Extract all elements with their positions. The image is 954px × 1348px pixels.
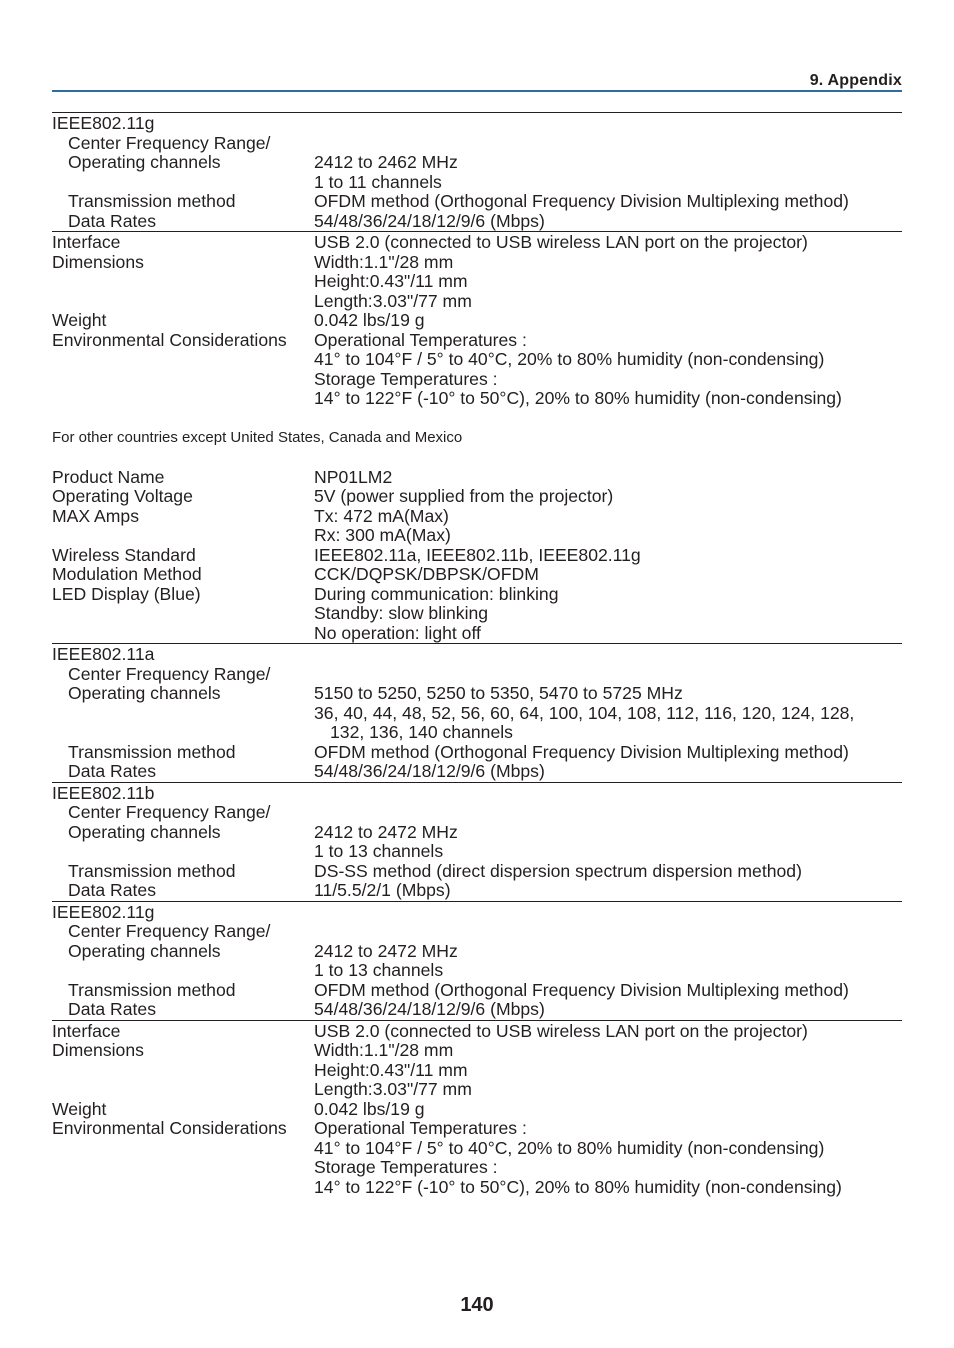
spec-value: CCK/DQPSK/DBPSK/OFDM (314, 564, 539, 584)
spec-label (52, 704, 314, 724)
spec-row (52, 253, 902, 273)
spec-table-top (52, 112, 902, 409)
spec-label: Center Frequency Range/ (68, 663, 271, 684)
spec-label: Data Rates (68, 999, 157, 1019)
spec-row (52, 1139, 902, 1159)
spec-value: USB 2.0 (connected to USB wireless LAN port on the projector) (314, 1020, 808, 1041)
spec-block (52, 231, 902, 409)
spec-row (52, 803, 902, 823)
spec-row (52, 762, 902, 782)
header-rule (52, 90, 902, 92)
spec-row (52, 389, 902, 409)
spec-row (52, 114, 902, 134)
spec-content (52, 112, 902, 1197)
spec-label (52, 350, 314, 370)
spec-value: Rx: 300 mA(Max) (314, 525, 451, 545)
spec-row (52, 1061, 902, 1081)
spec-row (52, 665, 902, 685)
spec-label: Operating channels (68, 821, 221, 842)
spec-row (52, 546, 902, 566)
spec-value: Storage Temperatures : (314, 368, 498, 389)
spec-row (52, 723, 902, 743)
spec-block (52, 467, 902, 644)
spec-row (52, 743, 902, 763)
spec-row (52, 233, 902, 253)
spec-label (52, 272, 314, 292)
spec-value: 2412 to 2462 MHz (314, 152, 458, 172)
spec-label (52, 370, 314, 390)
spec-label: Environmental Considerations (52, 329, 287, 350)
spec-value: 1 to 13 channels (314, 841, 444, 861)
spec-label: Transmission method (68, 979, 236, 1000)
spec-block (52, 901, 902, 1020)
spec-value: 41° to 104°F / 5° to 40°C, 20% to 80% humidity (non-condensing) (314, 1137, 825, 1158)
spec-value (314, 784, 902, 804)
spec-label: IEEE802.11b (52, 782, 155, 803)
spec-row (52, 153, 902, 173)
spec-row (52, 173, 902, 193)
spec-value: 5V (power supplied from the projector) (314, 486, 614, 506)
spec-row (52, 942, 902, 962)
spec-label: Dimensions (52, 251, 144, 272)
spec-block (52, 782, 902, 901)
spec-value: 2412 to 2472 MHz (314, 940, 458, 961)
spec-row (52, 842, 902, 862)
spec-label: Interface (52, 1020, 121, 1041)
spec-label: Data Rates (68, 210, 157, 231)
spec-row (52, 1000, 902, 1020)
spec-label: IEEE802.11g (52, 113, 155, 133)
spec-label (52, 624, 314, 644)
spec-row (52, 704, 902, 724)
spec-label (52, 842, 314, 862)
spec-label (52, 1080, 314, 1100)
spec-value: 11/5.5/2/1 (Mbps) (314, 880, 451, 900)
spec-row (52, 134, 902, 154)
spec-row (52, 981, 902, 1001)
spec-value: No operation: light off (314, 622, 481, 643)
spec-label (52, 1158, 314, 1178)
spec-row (52, 1178, 902, 1198)
spec-row (52, 370, 902, 390)
spec-value: 54/48/36/24/18/12/9/6 (Mbps) (314, 210, 545, 231)
spec-row (52, 507, 902, 527)
spec-label: Interface (52, 232, 121, 252)
spec-value (314, 665, 902, 685)
spec-label: Transmission method (68, 860, 236, 881)
spec-value: Storage Temperatures : (314, 1157, 498, 1177)
spec-row (52, 212, 902, 232)
spec-row (52, 1022, 902, 1042)
spec-row (52, 684, 902, 704)
spec-row (52, 468, 902, 488)
spec-row (52, 784, 902, 804)
spec-label: Center Frequency Range/ (68, 802, 271, 822)
spec-value: 1 to 13 channels (314, 960, 444, 980)
spec-value (314, 903, 902, 923)
spec-label: IEEE802.11g (52, 901, 155, 922)
spec-row (52, 881, 902, 901)
spec-row (52, 565, 902, 585)
spec-row (52, 585, 902, 605)
spec-label (52, 173, 314, 193)
spec-label: Environmental Considerations (52, 1118, 287, 1138)
spec-value (314, 134, 902, 154)
spec-block (52, 112, 902, 231)
spec-value: USB 2.0 (connected to USB wireless LAN port on the projector) (314, 232, 808, 252)
spec-label: Data Rates (68, 880, 157, 900)
spec-value: 41° to 104°F / 5° to 40°C, 20% to 80% humidity (non-condensing) (314, 349, 825, 369)
spec-row (52, 862, 902, 882)
region-note: For other countries except United States, Canada and Mexico (52, 428, 463, 446)
spec-value: 14° to 122°F (-10° to 50°C), 20% to 80% humidity (non-condensing) (314, 1176, 842, 1197)
spec-label (52, 292, 314, 312)
section-title: 9. Appendix (809, 72, 902, 89)
spec-label: MAX Amps (52, 505, 140, 526)
spec-row (52, 350, 902, 370)
spec-value: OFDM method (Orthogonal Frequency Division Multiplexing method) (314, 191, 849, 211)
spec-row (52, 1080, 902, 1100)
spec-label: Transmission method (68, 191, 236, 211)
spec-label: Operating Voltage (52, 486, 193, 506)
spec-value: IEEE802.11a, IEEE802.11b, IEEE802.11g (314, 544, 641, 565)
spec-label (52, 723, 314, 743)
spec-row (52, 922, 902, 942)
page-number: 140 (460, 1294, 494, 1316)
spec-value: 5150 to 5250, 5250 to 5350, 5470 to 5725 MHz (314, 683, 683, 703)
spec-value: Operational Temperatures : (314, 1118, 527, 1138)
spec-row (52, 272, 902, 292)
spec-table-bottom (52, 467, 902, 1198)
spec-value: Width:1.1"/28 mm (314, 251, 454, 272)
spec-value: 36, 40, 44, 48, 52, 56, 60, 64, 100, 104, 108, 112, 116, 120, 124, 128, (314, 702, 855, 723)
spec-label: IEEE802.11a (52, 644, 155, 664)
spec-row (52, 292, 902, 312)
spec-row (52, 624, 902, 644)
spec-value: 2412 to 2472 MHz (314, 821, 458, 842)
spec-row (52, 1100, 902, 1120)
spec-label: Modulation Method (52, 564, 202, 584)
spec-row (52, 1041, 902, 1061)
spec-value (314, 803, 902, 823)
spec-row (52, 526, 902, 546)
spec-value: DS-SS method (direct dispersion spectrum dispersion method) (314, 860, 802, 881)
spec-label (52, 1178, 314, 1198)
spec-value: 1 to 11 channels (314, 171, 442, 192)
spec-value: During communication: blinking (314, 583, 559, 604)
spec-label (52, 526, 314, 546)
spec-row (52, 192, 902, 212)
spec-label: Wireless Standard (52, 544, 196, 565)
spec-label (52, 389, 314, 409)
spec-block (52, 643, 902, 782)
spec-value: OFDM method (Orthogonal Frequency Division Multiplexing method) (314, 979, 849, 1000)
spec-row (52, 1119, 902, 1139)
spec-label: Weight (52, 1098, 107, 1119)
spec-label: Weight (52, 310, 107, 330)
spec-value (314, 922, 902, 942)
spec-label: Center Frequency Range/ (68, 132, 271, 153)
spec-value: Length:3.03"/77 mm (314, 290, 472, 311)
spec-row (52, 604, 902, 624)
spec-row (52, 823, 902, 843)
spec-value: Height:0.43"/11 mm (314, 1059, 468, 1080)
spec-row (52, 487, 902, 507)
spec-label (52, 604, 314, 624)
spec-value: Height:0.43"/11 mm (314, 271, 468, 291)
spec-value: 14° to 122°F (-10° to 50°C), 20% to 80% humidity (non-condensing) (314, 388, 842, 408)
spec-value: Standby: slow blinking (314, 603, 489, 623)
spec-value: 132, 136, 140 channels (330, 722, 513, 742)
spec-label: Dimensions (52, 1040, 144, 1060)
spec-value: 0.042 lbs/19 g (314, 310, 425, 330)
page-header (52, 72, 902, 92)
spec-value: Tx: 472 mA(Max) (314, 505, 449, 526)
spec-row (52, 903, 902, 923)
spec-value: Width:1.1"/28 mm (314, 1040, 454, 1060)
spec-value: OFDM method (Orthogonal Frequency Division Multiplexing method) (314, 741, 849, 762)
spec-label: LED Display (Blue) (52, 583, 201, 604)
spec-value (314, 114, 902, 134)
spec-row (52, 645, 902, 665)
spec-value: Length:3.03"/77 mm (314, 1079, 472, 1099)
spec-label: Data Rates (68, 761, 157, 781)
spec-value: 54/48/36/24/18/12/9/6 (Mbps) (314, 761, 545, 781)
spec-value: 0.042 lbs/19 g (314, 1098, 425, 1119)
spec-value: 54/48/36/24/18/12/9/6 (Mbps) (314, 999, 545, 1019)
spec-label: Center Frequency Range/ (68, 921, 271, 941)
spec-row (52, 1158, 902, 1178)
spec-label: Operating channels (68, 683, 221, 703)
spec-label: Operating channels (68, 940, 221, 961)
spec-label (52, 1139, 314, 1159)
spec-label: Product Name (52, 466, 165, 487)
spec-label (52, 1061, 314, 1081)
spec-row (52, 311, 902, 331)
spec-value (314, 645, 902, 665)
spec-row (52, 961, 902, 981)
spec-label: Operating channels (68, 152, 221, 172)
spec-value: Operational Temperatures : (314, 329, 527, 350)
spec-label: Transmission method (68, 741, 236, 762)
spec-block (52, 1020, 902, 1198)
spec-value: NP01LM2 (314, 466, 393, 487)
spec-row (52, 331, 902, 351)
spec-label (52, 961, 314, 981)
